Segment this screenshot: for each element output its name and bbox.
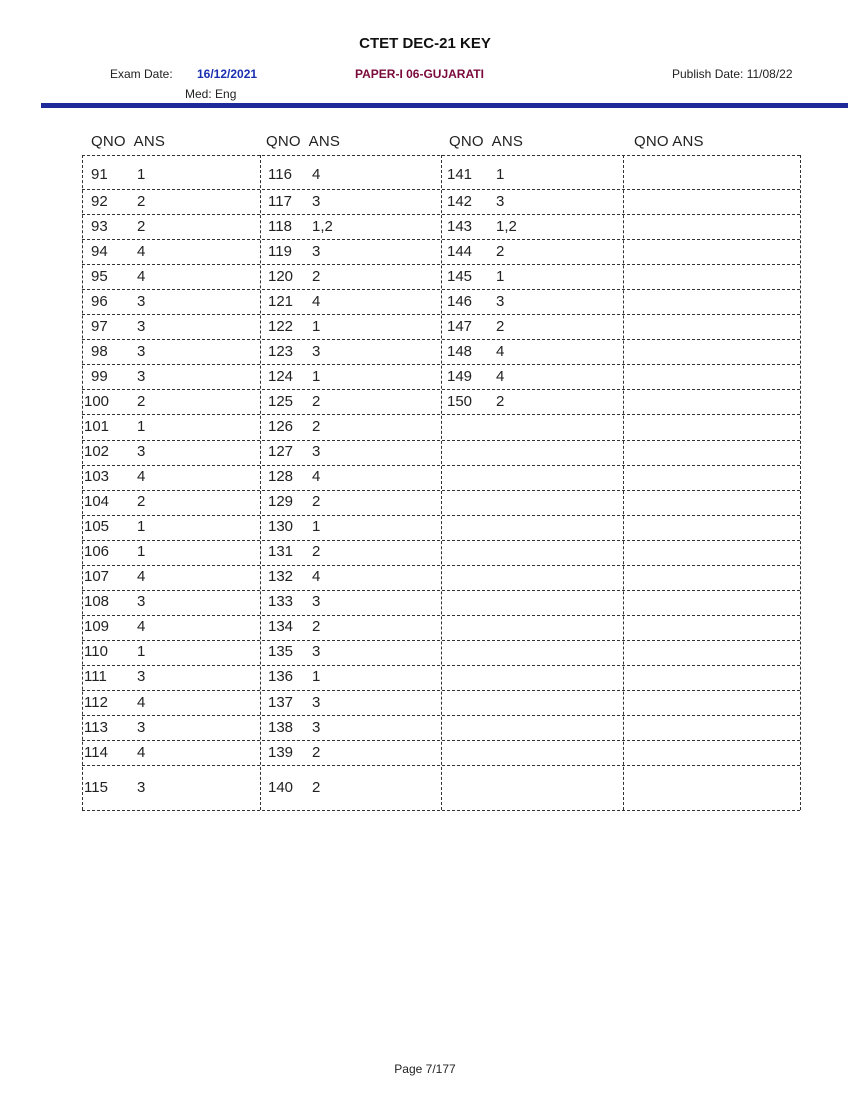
answer-value: 3 <box>312 643 321 661</box>
question-number: 104 <box>84 493 110 511</box>
question-number: 123 <box>268 342 294 360</box>
answer-value: 3 <box>312 192 321 210</box>
page-number: Page 7/177 <box>394 1062 456 1076</box>
question-number: 131 <box>268 543 294 561</box>
question-number: 101 <box>84 417 110 435</box>
answer-value: 1 <box>137 543 146 561</box>
question-number: 115 <box>84 778 108 796</box>
question-number: 122 <box>268 317 294 335</box>
question-number: 106 <box>84 543 110 561</box>
question-number: 143 <box>447 217 473 235</box>
answer-value: 3 <box>137 668 146 686</box>
question-number: 91 <box>91 166 108 183</box>
answer-value: 2 <box>312 417 321 435</box>
question-number: 100 <box>84 392 110 410</box>
question-number: 142 <box>447 192 473 210</box>
column-header-3: QNO ANS <box>449 133 524 150</box>
question-number: 96 <box>91 292 108 310</box>
question-number: 125 <box>268 392 294 410</box>
question-number: 145 <box>447 267 473 285</box>
column-divider <box>260 155 261 810</box>
question-number: 134 <box>268 618 294 636</box>
question-number: 133 <box>268 593 294 611</box>
column-header-4: QNO ANS <box>634 133 704 150</box>
question-number: 135 <box>268 643 294 661</box>
answer-value: 3 <box>137 718 146 736</box>
answer-value: 2 <box>312 392 321 410</box>
answer-value: 3 <box>312 718 321 736</box>
answer-value: 3 <box>137 317 146 335</box>
answer-value: 2 <box>312 618 321 636</box>
column-divider <box>623 155 624 810</box>
answer-value: 2 <box>312 743 321 761</box>
medium: Med: Eng <box>185 87 237 101</box>
question-number: 119 <box>268 242 292 260</box>
answer-value: 1 <box>496 166 505 183</box>
question-number: 118 <box>268 217 292 235</box>
question-number: 136 <box>268 668 294 686</box>
answer-value: 1 <box>137 166 146 183</box>
answer-value: 2 <box>496 317 505 335</box>
publish-date: Publish Date: 11/08/22 <box>672 67 793 81</box>
question-number: 111 <box>84 668 107 686</box>
answer-value: 4 <box>496 342 505 360</box>
question-number: 146 <box>447 292 473 310</box>
question-number: 130 <box>268 518 294 536</box>
answer-value: 3 <box>312 593 321 611</box>
question-number: 114 <box>84 743 108 761</box>
question-number: 116 <box>268 166 292 183</box>
answer-value: 1 <box>496 267 505 285</box>
answer-value: 2 <box>137 493 146 511</box>
exam-date: 16/12/2021 <box>197 67 258 81</box>
question-number: 137 <box>268 693 294 711</box>
answer-value: 3 <box>137 342 146 360</box>
question-number: 108 <box>84 593 110 611</box>
question-number: 103 <box>84 468 110 486</box>
answer-value: 3 <box>137 443 146 461</box>
answer-value: 4 <box>312 166 321 183</box>
paper-name: PAPER-I 06-GUJARATI <box>355 67 484 81</box>
answer-value: 4 <box>137 242 146 260</box>
answer-value: 4 <box>137 693 146 711</box>
exam-date-label: Exam Date: <box>110 67 173 81</box>
question-number: 102 <box>84 443 110 461</box>
question-number: 112 <box>84 693 108 711</box>
answer-value: 4 <box>137 618 146 636</box>
question-number: 139 <box>268 743 294 761</box>
question-number: 107 <box>84 568 110 586</box>
header-rule <box>41 103 848 108</box>
answer-table <box>82 155 800 810</box>
answer-value: 2 <box>496 392 505 410</box>
answer-value: 4 <box>137 743 146 761</box>
question-number: 97 <box>91 317 108 335</box>
question-number: 149 <box>447 367 473 385</box>
question-number: 109 <box>84 618 110 636</box>
answer-value: 4 <box>312 568 321 586</box>
question-number: 113 <box>84 718 108 736</box>
answer-value: 2 <box>496 242 505 260</box>
column-divider <box>82 155 83 810</box>
answer-value: 1 <box>312 317 321 335</box>
answer-value: 4 <box>496 367 505 385</box>
answer-value: 4 <box>312 468 321 486</box>
row-divider <box>82 810 800 811</box>
question-number: 105 <box>84 518 110 536</box>
question-number: 94 <box>91 242 108 260</box>
answer-value: 2 <box>312 778 321 796</box>
question-number: 99 <box>91 367 108 385</box>
question-number: 126 <box>268 417 294 435</box>
answer-value: 3 <box>312 242 321 260</box>
answer-value: 1 <box>312 668 321 686</box>
question-number: 141 <box>447 166 473 183</box>
column-divider <box>441 155 442 810</box>
answer-value: 1 <box>312 518 321 536</box>
question-number: 120 <box>268 267 294 285</box>
answer-value: 2 <box>137 217 146 235</box>
answer-value: 3 <box>496 292 505 310</box>
question-number: 98 <box>91 342 108 360</box>
question-number: 128 <box>268 468 294 486</box>
answer-value: 3 <box>312 443 321 461</box>
answer-value: 3 <box>137 778 146 796</box>
question-number: 121 <box>268 292 294 310</box>
answer-value: 4 <box>137 267 146 285</box>
question-number: 129 <box>268 493 294 511</box>
question-number: 93 <box>91 217 108 235</box>
question-number: 140 <box>268 778 294 796</box>
answer-value: 1 <box>137 643 146 661</box>
answer-value: 2 <box>137 192 146 210</box>
answer-value: 3 <box>312 693 321 711</box>
answer-value: 3 <box>496 192 505 210</box>
answer-value: 1 <box>312 367 321 385</box>
column-divider <box>800 155 801 810</box>
answer-value: 4 <box>312 292 321 310</box>
column-header-2: QNO ANS <box>266 133 341 150</box>
question-number: 148 <box>447 342 473 360</box>
answer-value: 4 <box>137 468 146 486</box>
question-number: 117 <box>268 192 292 210</box>
answer-value: 1,2 <box>312 217 333 235</box>
answer-value: 1 <box>137 518 146 536</box>
question-number: 127 <box>268 443 294 461</box>
answer-value: 2 <box>312 493 321 511</box>
answer-value: 4 <box>137 568 146 586</box>
question-number: 95 <box>91 267 108 285</box>
answer-value: 3 <box>137 367 146 385</box>
column-header-1: QNO ANS <box>91 133 166 150</box>
question-number: 92 <box>91 192 108 210</box>
question-number: 138 <box>268 718 294 736</box>
question-number: 147 <box>447 317 473 335</box>
answer-value: 2 <box>312 543 321 561</box>
question-number: 150 <box>447 392 473 410</box>
answer-value: 1,2 <box>496 217 517 235</box>
question-number: 132 <box>268 568 294 586</box>
answer-value: 3 <box>137 593 146 611</box>
answer-value: 3 <box>137 292 146 310</box>
answer-value: 1 <box>137 417 146 435</box>
question-number: 144 <box>447 242 473 260</box>
page-title: CTET DEC-21 KEY <box>359 35 491 52</box>
answer-value: 2 <box>137 392 146 410</box>
question-number: 124 <box>268 367 294 385</box>
question-number: 110 <box>84 643 108 661</box>
answer-value: 3 <box>312 342 321 360</box>
answer-value: 2 <box>312 267 321 285</box>
